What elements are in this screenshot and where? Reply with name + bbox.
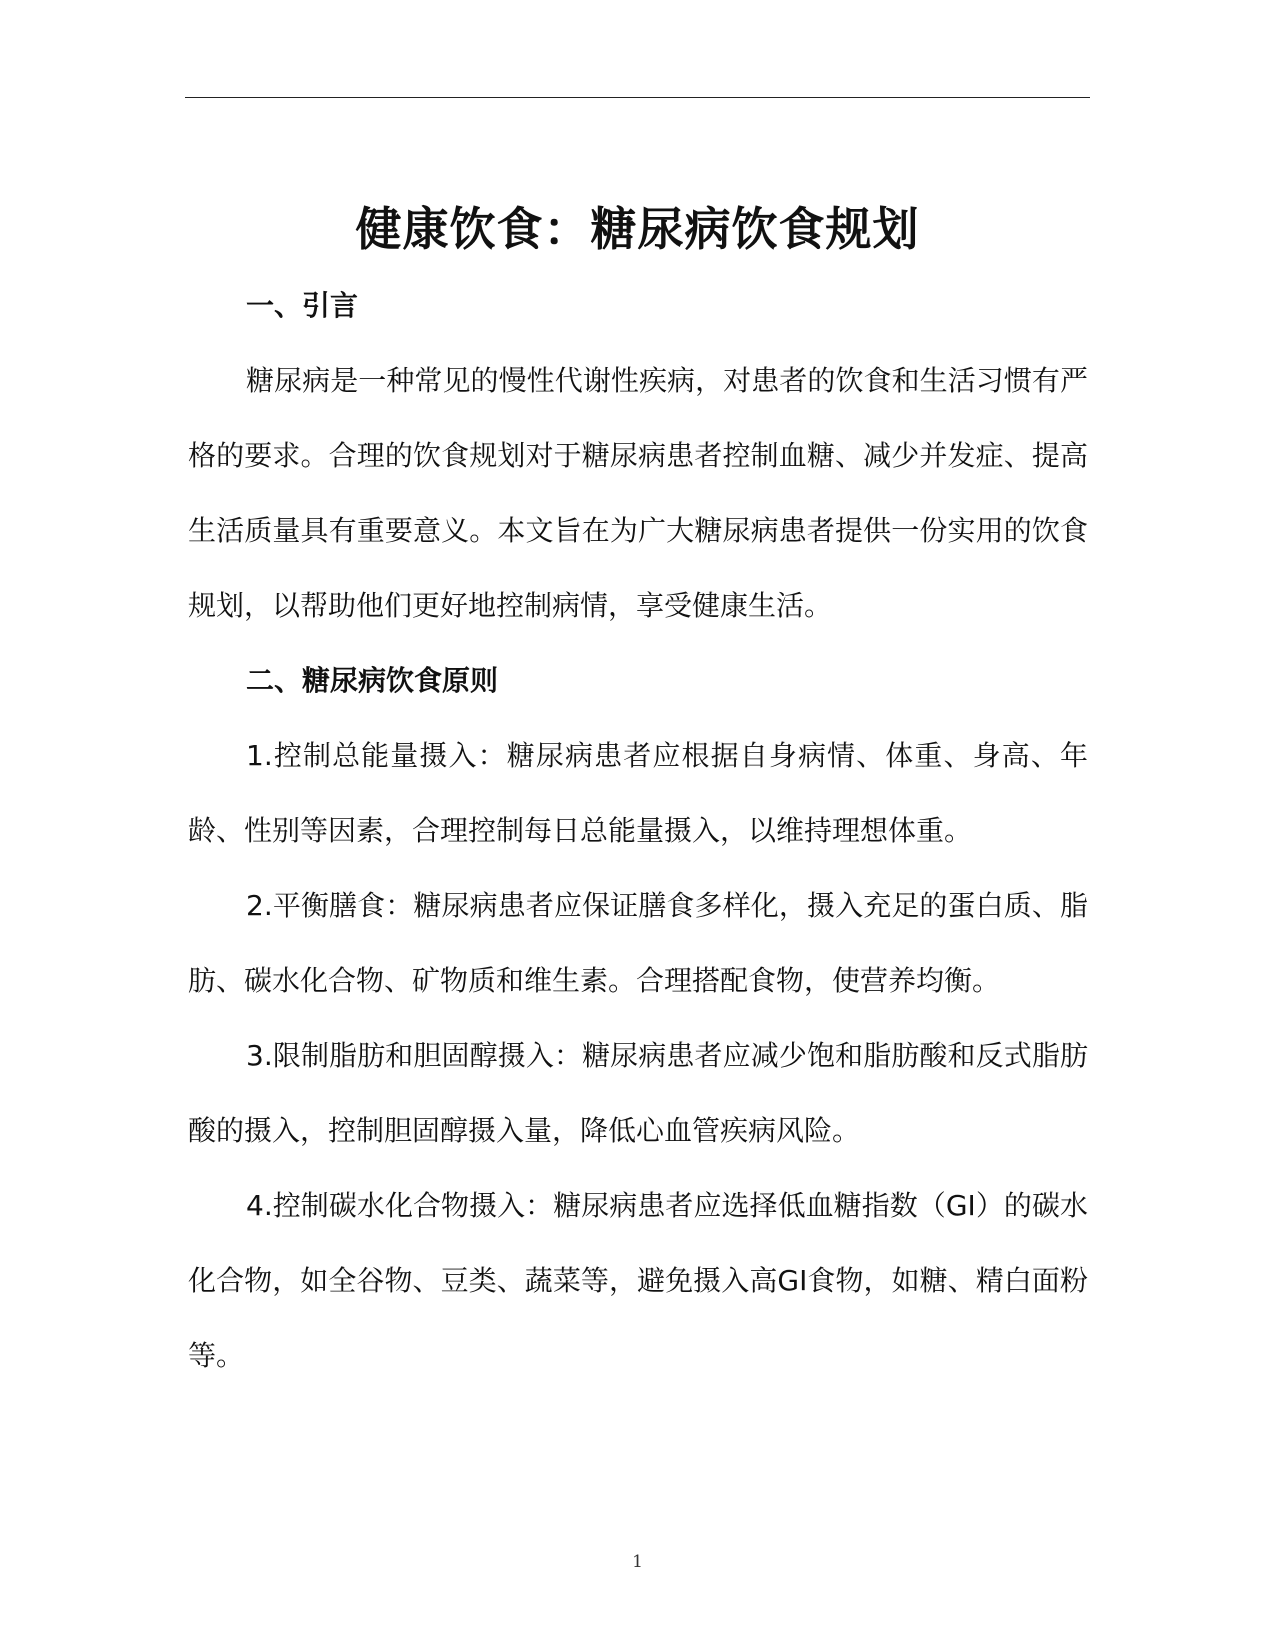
paragraph-principle-3: 3.限制脂肪和胆固醇摄入：糖尿病患者应减少饱和脂肪酸和反式脂肪酸的摄入，控制胆固醇摄入量，降低心血管疾病风险。 [188,1039,1088,1147]
section-heading-introduction: 一、引言 [246,289,359,322]
header-rule [185,97,1090,98]
paragraph-principle-1: 1.控制总能量摄入：糖尿病患者应根据自身病情、体重、身高、年龄、性别等因素，合理控制每日总能量摄入，以维持理想体重。 [188,739,1088,847]
document-title: 健康饮食：糖尿病饮食规划 [355,201,920,256]
section-heading-diet-principles: 二、糖尿病饮食原则 [246,664,499,697]
document-body [188,268,1088,1393]
paragraph-introduction: 糖尿病是一种常见的慢性代谢性疾病，对患者的饮食和生活习惯有严格的要求。合理的饮食规划对于糖尿病患者控制血糖、减少并发症、提高生活质量具有重要意义。本文旨在为广大糖尿病患者提供一份实用的饮食规划，以帮助他们更好地控制病情，享受健康生活。 [188,364,1088,622]
paragraph-principle-4: 4.控制碳水化合物摄入：糖尿病患者应选择低血糖指数（GI）的碳水化合物，如全谷物、豆类、蔬菜等，避免摄入高GI食物，如糖、精白面粉等。 [188,1189,1088,1372]
paragraph-principle-2: 2.平衡膳食：糖尿病患者应保证膳食多样化，摄入充足的蛋白质、脂肪、碳水化合物、矿物质和维生素。合理搭配食物，使营养均衡。 [188,889,1088,997]
page-number: 1 [632,1552,643,1572]
